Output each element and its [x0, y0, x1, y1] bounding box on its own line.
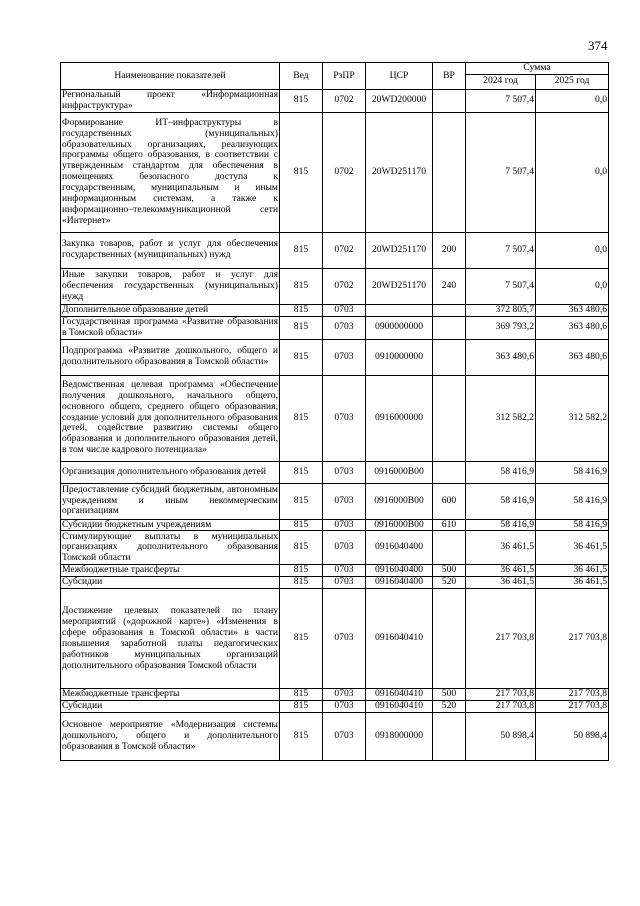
header-name: Наименование показателей — [61, 63, 280, 90]
cell-name: Государственная программа «Развитие образования в Томской области» — [62, 315, 278, 338]
cell-name: Основное мероприятие «Модернизация системы дошкольного, общего и дополнительного образования в Томской области» — [61, 713, 280, 761]
cell-sum-2024: 7 507,4 — [466, 232, 536, 268]
cell-name: Иные закупки товаров, работ и услуг для обеспечения государственных (муниципальных) нужд — [61, 268, 280, 304]
cell-ved: 815 — [280, 589, 323, 689]
table-row — [61, 713, 609, 761]
header-year-2024: 2024 год — [466, 74, 536, 89]
cell-ved: 815 — [280, 89, 323, 112]
cell-sum-2025: 363 480,6 — [536, 339, 609, 375]
table-row — [61, 112, 609, 232]
cell-csr: 0916040410 — [366, 689, 433, 701]
cell-vr: 520 — [433, 577, 466, 589]
cell-sum-2024: 217 703,8 — [466, 589, 536, 689]
cell-csr: 20WD251170 — [366, 232, 433, 268]
cell-csr: 20WD251170 — [366, 112, 433, 232]
cell-sum-2024: 7 507,4 — [466, 112, 536, 232]
cell-sum-2025: 0,0 — [536, 268, 609, 304]
table-row — [61, 461, 609, 483]
cell-csr — [366, 304, 433, 316]
cell-sum-2024: 369 793,2 — [466, 316, 536, 339]
cell-csr: 20WD251170 — [366, 268, 433, 304]
cell-rzpr: 0703 — [323, 461, 366, 483]
cell-sum-2025: 58 416,9 — [536, 461, 609, 483]
cell-sum-2024: 363 480,6 — [466, 339, 536, 375]
cell-sum-2025: 36 461,5 — [536, 577, 609, 589]
cell-rzpr: 0703 — [323, 589, 366, 689]
cell-vr: 200 — [433, 232, 466, 268]
cell-vr — [433, 531, 466, 565]
table-row — [61, 89, 609, 112]
cell-vr: 520 — [433, 701, 466, 713]
cell-csr: 20WD200000 — [366, 89, 433, 112]
cell-sum-2025: 217 703,8 — [536, 589, 609, 689]
cell-name: Межбюджетные трансферты — [61, 689, 280, 701]
cell-rzpr: 0703 — [323, 304, 366, 316]
table-row — [61, 268, 609, 304]
cell-vr — [433, 589, 466, 689]
table-row — [61, 689, 609, 701]
cell-rzpr: 0703 — [323, 713, 366, 761]
cell-sum-2024: 58 416,9 — [466, 461, 536, 483]
cell-sum-2025: 50 898,4 — [536, 713, 609, 761]
cell-ved: 815 — [280, 304, 323, 316]
cell-name: Ведомственная целевая программа «Обеспечение получения дошкольного, начального общего, основного общего, среднего общего образования, создание условий для дополнительного образования детей, содействие развитию системы общего образования и дополнительного образования детей, в том числе кадрового потенциала» — [61, 375, 280, 461]
cell-name: Формирование ИТ–инфраструктуры в государственных (муниципальных) образовательных организациях, реализующих программы общего образования, в соответствии с утвержденным стандартом для обеспечения в помещениях безопасного доступа к государственным, муниципальным и иным информационным системам, а также к информационно–телекоммуникационной сети «Интернет» — [61, 112, 280, 232]
cell-name: Межбюджетные трансферты — [61, 565, 280, 577]
cell-vr — [433, 339, 466, 375]
cell-sum-2025: 58 416,9 — [536, 483, 609, 519]
cell-ved: 815 — [280, 232, 323, 268]
cell-sum-2025: 36 461,5 — [536, 531, 609, 565]
cell-ved: 815 — [280, 268, 323, 304]
cell-sum-2024: 36 461,5 — [466, 565, 536, 577]
cell-ved: 815 — [280, 577, 323, 589]
cell-sum-2024: 50 898,4 — [466, 713, 536, 761]
cell-sum-2025: 217 703,8 — [536, 689, 609, 701]
cell-name: Субсидии бюджетным учреждениям — [61, 519, 280, 531]
cell-csr: 0916000B00 — [366, 483, 433, 519]
cell-sum-2024: 7 507,4 — [466, 89, 536, 112]
cell-sum-2025: 312 582,2 — [536, 375, 609, 461]
header-ved: Вед — [280, 63, 323, 90]
cell-csr: 0916000B00 — [366, 461, 433, 483]
cell-csr: 0916000B00 — [366, 519, 433, 531]
cell-name: Достижение целевых показателей по плану мероприятий («дорожной карте») «Изменения в сфере образования в Томской области» в части повышения заработной платы педагогических работников муниципальных организаций дополнительного образования Томской области — [61, 589, 280, 689]
cell-ved: 815 — [280, 112, 323, 232]
cell-ved: 815 — [280, 375, 323, 461]
cell-vr — [433, 316, 466, 339]
cell-sum-2025: 217 703,8 — [536, 701, 609, 713]
cell-ved: 815 — [280, 689, 323, 701]
cell-vr — [433, 112, 466, 232]
cell-ved: 815 — [280, 701, 323, 713]
cell-sum-2024: 217 703,8 — [466, 689, 536, 701]
cell-ved: 815 — [280, 483, 323, 519]
cell-csr: 0916040400 — [366, 531, 433, 565]
cell-csr: 0916040410 — [366, 589, 433, 689]
table-row — [61, 375, 609, 461]
cell-sum-2025: 0,0 — [536, 112, 609, 232]
cell-vr — [433, 304, 466, 316]
cell-sum-2024: 372 805,7 — [466, 304, 536, 316]
cell-sum-2024: 36 461,5 — [466, 577, 536, 589]
cell-csr: 0916040410 — [366, 701, 433, 713]
cell-name: Подпрограмма «Развитие дошкольного, общего и дополнительного образования в Томской области» — [61, 339, 280, 375]
cell-sum-2024: 217 703,8 — [466, 701, 536, 713]
cell-vr — [433, 89, 466, 112]
cell-csr: 0918000000 — [366, 713, 433, 761]
table-row — [61, 589, 609, 689]
cell-csr: 0916040400 — [366, 577, 433, 589]
table-row — [61, 483, 609, 519]
table-row — [61, 304, 609, 316]
cell-sum-2025: 363 480,6 — [536, 316, 609, 339]
cell-name: Субсидии — [61, 577, 280, 589]
cell-ved: 815 — [280, 519, 323, 531]
cell-ved: 815 — [280, 461, 323, 483]
cell-rzpr: 0703 — [323, 577, 366, 589]
cell-ved: 815 — [280, 713, 323, 761]
page-number: 374 — [588, 38, 608, 53]
cell-ved: 815 — [280, 316, 323, 339]
table-row — [61, 339, 609, 375]
cell-rzpr: 0702 — [323, 232, 366, 268]
table-row — [61, 701, 609, 713]
cell-vr: 500 — [433, 565, 466, 577]
cell-rzpr: 0703 — [323, 701, 366, 713]
cell-rzpr: 0703 — [323, 375, 366, 461]
cell-sum-2024: 58 416,9 — [466, 519, 536, 531]
cell-name: Предоставление субсидий бюджетным, автономным учреждениям и иным некоммерческим организациям — [61, 483, 280, 519]
cell-sum-2024: 7 507,4 — [466, 268, 536, 304]
cell-ved: 815 — [280, 531, 323, 565]
budget-table — [60, 62, 609, 761]
cell-csr: 0910000000 — [366, 339, 433, 375]
cell-vr: 240 — [433, 268, 466, 304]
cell-sum-2024: 36 461,5 — [466, 531, 536, 565]
table-row — [61, 232, 609, 268]
cell-rzpr: 0702 — [323, 112, 366, 232]
header-sum: Сумма — [466, 63, 609, 75]
cell-name: Субсидии — [61, 701, 280, 713]
cell-rzpr: 0703 — [323, 483, 366, 519]
cell-rzpr: 0703 — [323, 316, 366, 339]
table-row — [61, 577, 609, 589]
cell-rzpr: 0703 — [323, 531, 366, 565]
cell-sum-2025: 0,0 — [536, 89, 609, 112]
cell-rzpr: 0703 — [323, 519, 366, 531]
cell-sum-2024: 58 416,9 — [466, 483, 536, 519]
cell-rzpr: 0703 — [323, 565, 366, 577]
table-row — [61, 565, 609, 577]
cell-vr — [433, 375, 466, 461]
cell-vr — [433, 713, 466, 761]
cell-rzpr: 0703 — [323, 339, 366, 375]
cell-csr: 0900000000 — [366, 316, 433, 339]
cell-ved: 815 — [280, 565, 323, 577]
table-row — [61, 531, 609, 565]
cell-rzpr: 0702 — [323, 268, 366, 304]
cell-sum-2025: 36 461,5 — [536, 565, 609, 577]
cell-name: Организация дополнительного образования детей — [61, 461, 280, 483]
header-csr: ЦСР — [366, 63, 433, 90]
header-vr: ВР — [433, 63, 466, 90]
cell-sum-2025: 363 480,6 — [536, 304, 609, 316]
cell-csr: 0916000000 — [366, 375, 433, 461]
header-rzpr: РзПР — [323, 63, 366, 90]
cell-vr: 610 — [433, 519, 466, 531]
cell-sum-2025: 58 416,9 — [536, 519, 609, 531]
cell-name: Закупка товаров, работ и услуг для обеспечения государственных (муниципальных) нужд — [61, 232, 280, 268]
cell-ved: 815 — [280, 339, 323, 375]
cell-sum-2025: 0,0 — [536, 232, 609, 268]
cell-name: Региональный проект «Информационная инфраструктура» — [62, 88, 278, 111]
cell-vr: 600 — [433, 483, 466, 519]
cell-sum-2024: 312 582,2 — [466, 375, 536, 461]
cell-name: Стимулирующие выплаты в муниципальных организациях дополнительного образования Томской области — [62, 530, 278, 564]
table-row — [61, 316, 609, 339]
table-row — [61, 519, 609, 531]
cell-csr: 0916040400 — [366, 565, 433, 577]
cell-rzpr: 0703 — [323, 689, 366, 701]
cell-rzpr: 0702 — [323, 89, 366, 112]
header-year-2025: 2025 год — [536, 74, 609, 89]
cell-vr: 500 — [433, 689, 466, 701]
cell-vr — [433, 461, 466, 483]
cell-name: Дополнительное образование детей — [61, 304, 280, 316]
